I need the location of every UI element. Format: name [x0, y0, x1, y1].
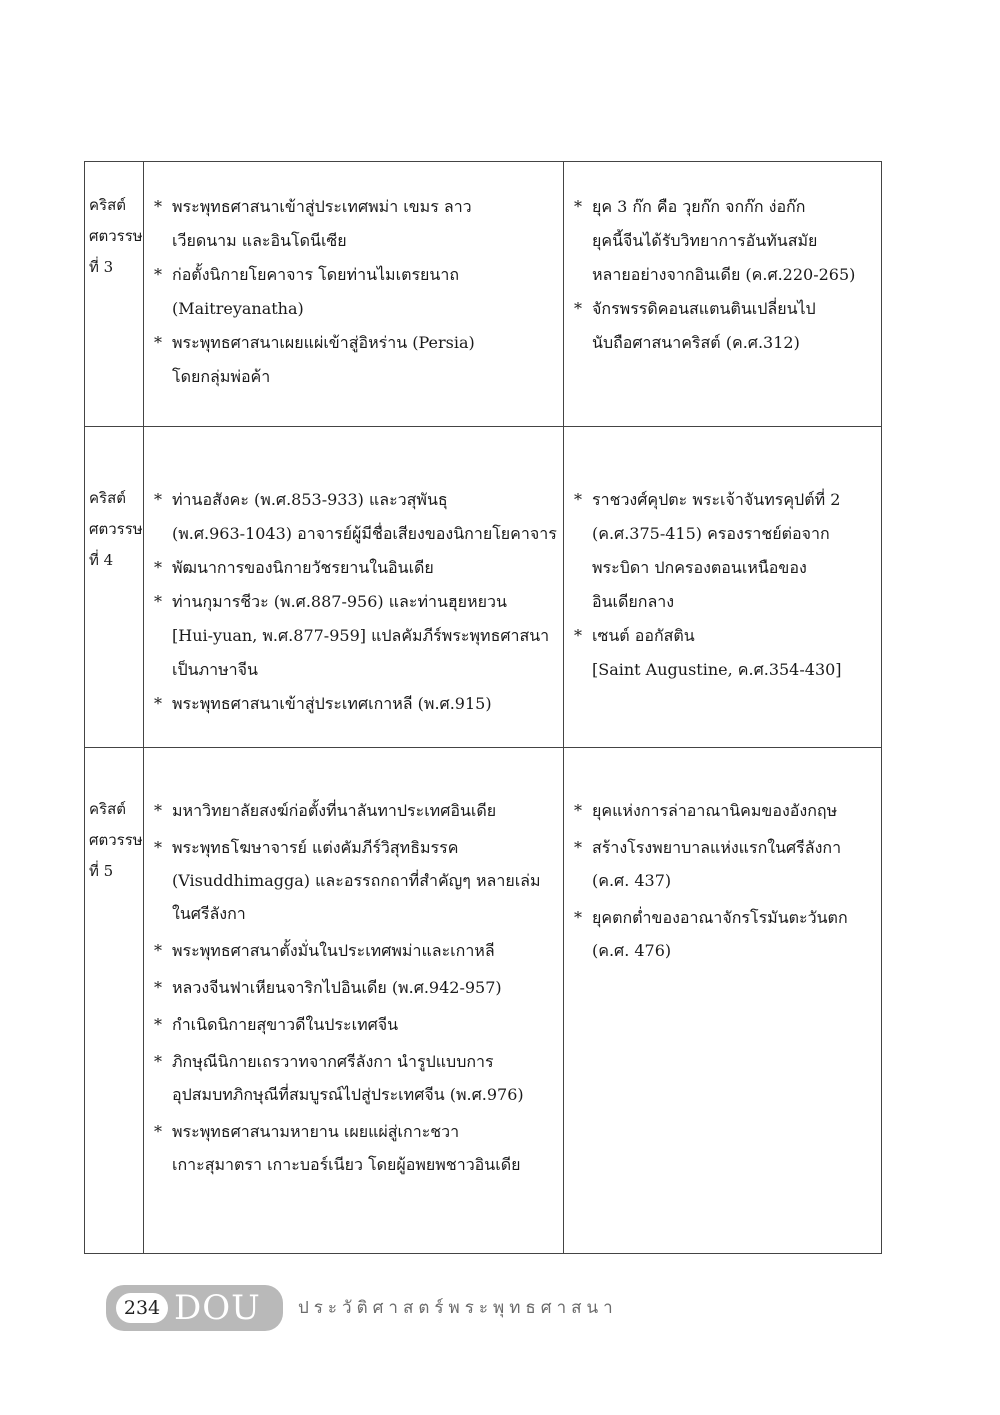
buddhist-event-item [152, 326, 557, 394]
buddhist-event-item [152, 1008, 557, 1041]
era-cell [85, 427, 144, 748]
asterisk-bullet-icon: * [574, 490, 582, 509]
item-text-line: กำเนิดนิกายสุขาวดีในประเทศจีน [172, 1015, 399, 1034]
item-text-line: เกาะสุมาตรา เกาะบอร์เนียว โดยผู้อพยพชาวอินเดีย [172, 1155, 521, 1174]
world-event-item [572, 619, 875, 687]
buddhist-event-item [152, 687, 557, 721]
item-text-line: อุปสมบทภิกษุณีที่สมบูรณ์ไปสู่ประเทศจีน (พ.ศ.976) [172, 1085, 524, 1104]
timeline-table [84, 161, 882, 1254]
page-number: 234 [116, 1293, 168, 1323]
item-text-line: ท่านอสังคะ (พ.ศ.853-933) และวสุพันธุ [172, 490, 448, 509]
world-event-item [572, 831, 875, 897]
asterisk-bullet-icon: * [574, 801, 582, 820]
world-event-item [572, 794, 875, 827]
table-row [85, 748, 882, 1254]
item-text-line: ยุคแห่งการล่าอาณานิคมของอังกฤษ [592, 801, 838, 820]
asterisk-bullet-icon: * [574, 299, 582, 318]
asterisk-bullet-icon: * [154, 265, 162, 284]
asterisk-bullet-icon: * [574, 197, 582, 216]
item-text-line: พระพุทธศาสนาเข้าสู่ประเทศเกาหลี (พ.ศ.915) [172, 694, 492, 713]
buddhist-event-item [152, 1045, 557, 1111]
asterisk-bullet-icon: * [574, 908, 582, 927]
item-text-line: ก่อตั้งนิกายโยคาจาร โดยท่านไมเตรยนาถ [172, 265, 460, 284]
buddhist-event-item [152, 971, 557, 1004]
world-events-cell [564, 162, 882, 427]
item-text-line: (พ.ศ.963-1043) อาจารย์ผู้มีชื่อเสียงของนิกายโยคาจาร [172, 524, 557, 543]
item-text-line: (Maitreyanatha) [172, 299, 304, 318]
buddhist-event-item [152, 1115, 557, 1181]
item-text-line: ยุคนี้จีนได้รับวิทยาการอันทันสมัย [592, 231, 818, 250]
item-text-line: ยุค 3 ก๊ก คือ วุยก๊ก จกก๊ก ง่อก๊ก [592, 197, 806, 216]
item-text-line: [Saint Augustine, ค.ศ.354-430] [592, 660, 842, 679]
era-cell [85, 748, 144, 1254]
table-row [85, 427, 882, 748]
buddhist-event-item [152, 190, 557, 258]
world-event-item [572, 483, 875, 619]
era-cell [85, 162, 144, 427]
asterisk-bullet-icon: * [154, 838, 162, 857]
item-text-line: หลวงจีนฟาเหียนจาริกไปอินเดีย (พ.ศ.942-957) [172, 978, 502, 997]
era-label-line: คริสต์ [89, 196, 126, 214]
footer-badge [106, 1285, 283, 1331]
timeline-table-body [85, 162, 882, 1254]
asterisk-bullet-icon: * [574, 838, 582, 857]
item-text-line: พระพุทธศาสนาเผยแผ่เข้าสู่อิหร่าน (Persia) [172, 333, 475, 352]
item-text-line: พระพุทธโฆษาจารย์ แต่งคัมภีร์วิสุทธิมรรค [172, 838, 459, 857]
item-text-line: พระพุทธศาสนามหายาน เผยแผ่สู่เกาะชวา [172, 1122, 460, 1141]
asterisk-bullet-icon: * [154, 1122, 162, 1141]
era-label-line: คริสต์ [89, 800, 126, 818]
era-label-line: คริสต์ [89, 489, 126, 507]
asterisk-bullet-icon: * [154, 801, 162, 820]
table-row [85, 162, 882, 427]
brand-logo-text: DOU [174, 1288, 261, 1328]
item-text-line: ยุคตกต่ำของอาณาจักรโรมันตะวันตก [592, 908, 848, 927]
era-label-line: ศตวรรษ [89, 227, 143, 245]
item-text-line: ในศรีลังกา [172, 904, 246, 923]
buddhist-event-item [152, 585, 557, 687]
world-events-cell [564, 427, 882, 748]
item-text-line: พัฒนาการของนิกายวัชรยานในอินเดีย [172, 558, 434, 577]
item-text-line: มหาวิทยาลัยสงฆ์ก่อตั้งที่นาลันทาประเทศอินเดีย [172, 801, 497, 820]
item-text-line: นับถือศาสนาคริสต์ (ค.ศ.312) [592, 333, 800, 352]
buddhist-events-cell [144, 427, 564, 748]
era-label-line: ที่ 5 [89, 862, 114, 880]
asterisk-bullet-icon: * [154, 558, 162, 577]
item-text-line: เซนต์ ออกัสติน [592, 626, 695, 645]
item-text-line: (ค.ศ. 437) [592, 871, 672, 890]
buddhist-event-item [152, 483, 557, 551]
item-text-line: หลายอย่างจากอินเดีย (ค.ศ.220-265) [592, 265, 856, 284]
world-event-item [572, 190, 875, 292]
item-text-line: เป็นภาษาจีน [172, 660, 258, 679]
era-label-line: ศตวรรษ [89, 831, 143, 849]
asterisk-bullet-icon: * [154, 978, 162, 997]
item-text-line: จักรพรรดิคอนสแตนตินเปลี่ยนไป [592, 299, 816, 318]
item-text-line: (Visuddhimagga) และอรรถกถาที่สำคัญๆ หลายเล่ม [172, 871, 541, 890]
item-text-line: ภิกษุณีนิกายเถรวาทจากศรีลังกา นำรูปแบบการ [172, 1052, 494, 1071]
world-events-cell [564, 748, 882, 1254]
asterisk-bullet-icon: * [154, 592, 162, 611]
item-text-line: อินเดียกลาง [592, 592, 675, 611]
asterisk-bullet-icon: * [154, 333, 162, 352]
asterisk-bullet-icon: * [154, 694, 162, 713]
item-text-line: เวียดนาม และอินโดนีเซีย [172, 231, 347, 250]
world-event-item [572, 901, 875, 967]
buddhist-event-item [152, 794, 557, 827]
buddhist-events-cell [144, 748, 564, 1254]
item-text-line: ราชวงศ์คุปตะ พระเจ้าจันทรคุปต์ที่ 2 [592, 490, 841, 509]
item-text-line: (ค.ศ.375-415) ครองราชย์ต่อจาก [592, 524, 830, 543]
book-title: ประวัติศาสตร์พระพุทธศาสนา [298, 1298, 618, 1318]
asterisk-bullet-icon: * [154, 1015, 162, 1034]
asterisk-bullet-icon: * [154, 941, 162, 960]
asterisk-bullet-icon: * [154, 490, 162, 509]
buddhist-event-item [152, 258, 557, 326]
asterisk-bullet-icon: * [574, 626, 582, 645]
era-label-line: ที่ 3 [89, 258, 114, 276]
buddhist-event-item [152, 934, 557, 967]
era-label-line: ที่ 4 [89, 551, 114, 569]
item-text-line: ท่านกุมารชีวะ (พ.ศ.887-956) และท่านฮุยหยวน [172, 592, 507, 611]
item-text-line: โดยกลุ่มพ่อค้า [172, 367, 271, 386]
buddhist-event-item [152, 831, 557, 930]
item-text-line: สร้างโรงพยาบาลแห่งแรกในศรีลังกา [592, 838, 842, 857]
asterisk-bullet-icon: * [154, 197, 162, 216]
asterisk-bullet-icon: * [154, 1052, 162, 1071]
world-event-item [572, 292, 875, 360]
item-text-line: [Hui-yuan, พ.ศ.877-959] แปลคัมภีร์พระพุทธศาสนา [172, 626, 550, 645]
item-text-line: (ค.ศ. 476) [592, 941, 672, 960]
item-text-line: พระพุทธศาสนาตั้งมั่นในประเทศพม่าและเกาหลี [172, 941, 495, 960]
buddhist-events-cell [144, 162, 564, 427]
item-text-line: พระบิดา ปกครองตอนเหนือของ [592, 558, 807, 577]
buddhist-event-item [152, 551, 557, 585]
item-text-line: พระพุทธศาสนาเข้าสู่ประเทศพม่า เขมร ลาว [172, 197, 472, 216]
era-label-line: ศตวรรษ [89, 520, 143, 538]
